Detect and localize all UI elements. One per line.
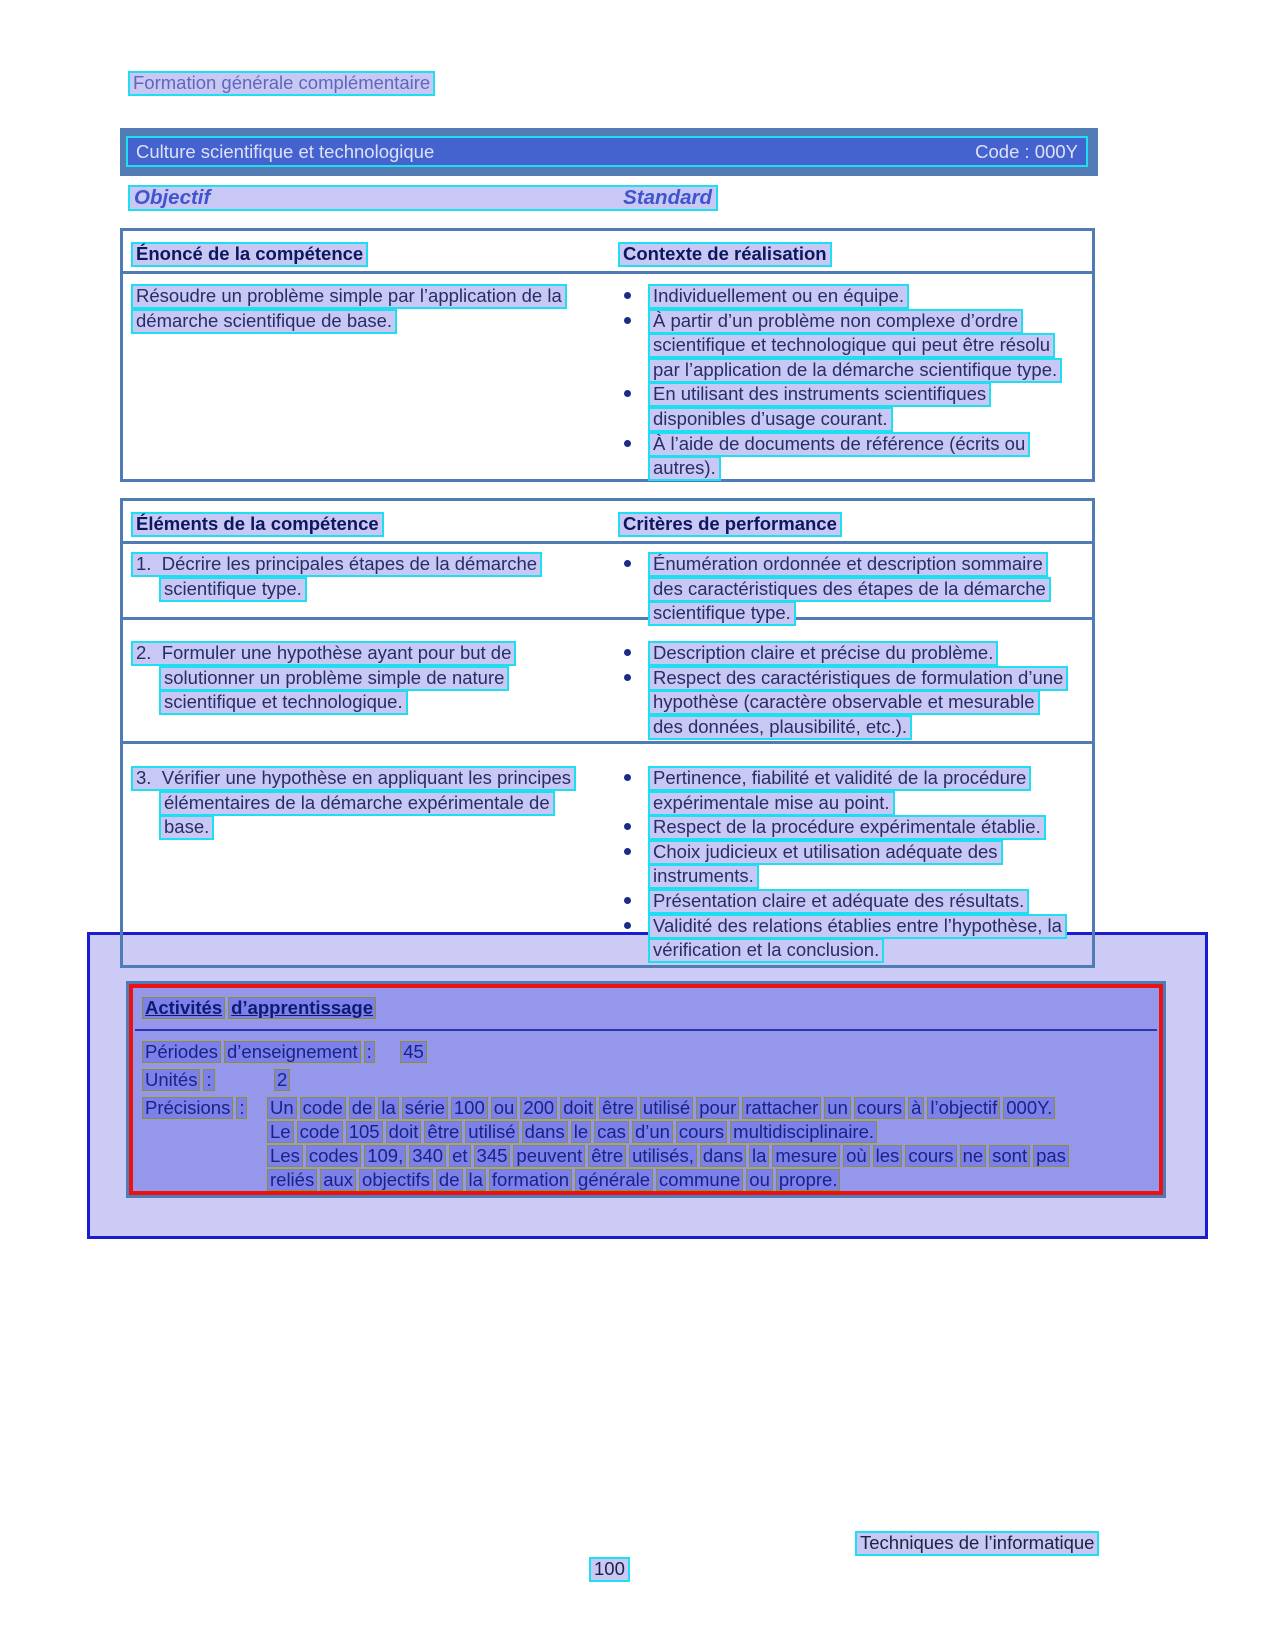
bullet-icon <box>624 317 631 324</box>
bullet-icon <box>624 440 631 447</box>
precisions-line: Le code 105 doit être utilisé dans le cas d’un cours multidisciplinaire. <box>267 1121 880 1143</box>
activities-title-rule <box>135 1029 1157 1031</box>
bullet-icon <box>624 774 631 781</box>
precisions-line: Les codes 109, 340 et 345 peuvent être utilisés, dans la mesure où les cours ne sont pas <box>267 1145 1072 1167</box>
bullet-icon <box>624 823 631 830</box>
title-banner-strip <box>126 136 1088 167</box>
bullet-icon <box>624 390 631 397</box>
bullet-icon <box>624 848 631 855</box>
table2-row2-left: 2. Formuler une hypothèse ayant pour but de solutionner un problème simple de nature scientifique et technologique. <box>131 641 601 715</box>
page-header-label: Formation générale complémentaire <box>128 71 435 96</box>
course-title: Culture scientifique et technologique <box>136 140 435 162</box>
precisions-label: Précisions : <box>142 1097 250 1119</box>
precisions-line: reliés aux objectifs de la formation générale commune ou propre. <box>267 1169 843 1191</box>
objectif-heading: Objectif <box>134 186 211 209</box>
course-code: Code : 000Y <box>975 140 1078 162</box>
competence-table <box>120 228 1095 482</box>
activities-section <box>126 981 1166 1198</box>
activities-title: Activités d’apprentissage <box>142 997 379 1019</box>
standard-heading: Standard <box>623 186 712 209</box>
table2-row3-right: Pertinence, fiabilité et validité de la procédure expérimentale mise au point. Respect de la procédure expérimentale établie. Choix judicieux et utilisation adéquate des instruments. Présentation claire et adéquate des résultats. Validité des relations établies entre l’hypothèse, la vérification et la conclusion. <box>620 766 1086 963</box>
title-banner <box>120 128 1098 176</box>
table1-header-left: Énoncé de la compétence <box>131 242 368 267</box>
footer-section-title: Techniques de l’informatique <box>855 1531 1099 1556</box>
table1-right-cell: Individuellement ou en équipe. À partir d’un problème non complexe d’ordre scientifique et technologique qui peut être résolu par l’application de la démarche scientifique type. En utilisant des instruments scientifiques disponibles d’usage courant. À l’aide de documents de référence (écrits ou autres). <box>620 284 1086 481</box>
table2-header-left: Éléments de la compétence <box>131 512 384 537</box>
units-value: 2 <box>274 1073 293 1090</box>
bullet-icon <box>624 922 631 929</box>
page-header <box>128 71 435 96</box>
bullet-icon <box>624 649 631 656</box>
section-headings <box>128 185 718 211</box>
units-label: Unités : <box>142 1073 218 1090</box>
bullet-icon <box>624 897 631 904</box>
table1-header-right: Contexte de réalisation <box>618 242 832 267</box>
table-header-rule <box>123 541 1092 544</box>
table2-row2-right: Description claire et précise du problème. Respect des caractéristiques de formulation d’une hypothèse (caractère observable et mesurable des données, plausibilité, etc.). <box>620 641 1086 739</box>
table2-header-right: Critères de performance <box>618 512 842 537</box>
periods-row <box>142 1041 430 1063</box>
elements-table <box>120 498 1095 968</box>
bullet-icon <box>624 292 631 299</box>
page-number: 100 <box>589 1557 630 1582</box>
table-header-rule <box>123 271 1092 274</box>
table1-left-cell: Résoudre un problème simple par l’application de la démarche scientifique de base. <box>131 284 601 333</box>
periods-value: 45 <box>400 1045 430 1062</box>
table2-row1-right: Énumération ordonnée et description sommaire des caractéristiques des étapes de la démarche scientifique type. <box>620 552 1086 626</box>
bullet-icon <box>624 674 631 681</box>
bullet-icon <box>624 560 631 567</box>
precisions-line: Un code de la série 100 ou 200 doit être utilisé pour rattacher un cours à l’objectif 000Y. <box>267 1097 1058 1119</box>
row-separator <box>123 741 1092 744</box>
periods-label: Périodes d’enseignement : <box>142 1045 378 1062</box>
units-row <box>142 1069 293 1091</box>
table2-row1-left: 1. Décrire les principales étapes de la démarche scientifique type. <box>131 552 601 601</box>
table2-row3-left: 3. Vérifier une hypothèse en appliquant les principes élémentaires de la démarche expérimentale de base. <box>131 766 601 840</box>
